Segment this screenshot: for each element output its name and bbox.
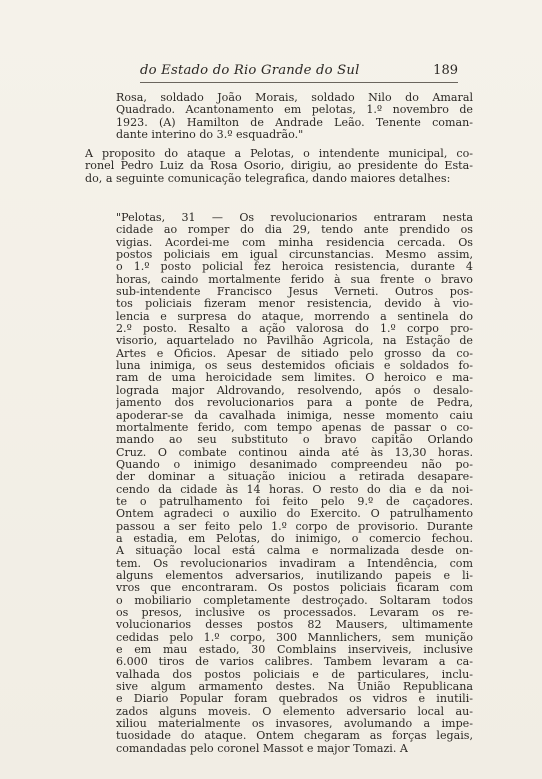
text-line: e Diario Popular foram quebrados os vidros e inutili- [116,693,473,706]
text-line: do, a seguinte comunicação telegrafica, dando maiores detalhes: [85,172,451,185]
text-line: jamento dos revolucionarios para a ponte de Pedra, [116,397,473,410]
paragraph-telegram [116,212,473,755]
text-line: sub-intendente Francisco Jesus Verneti. Outros pos- [116,286,473,299]
text-line: A proposito do ataque a Pelotas, o intendente municipal, co- [85,148,473,160]
text-line: xiliou materialmente os invasores, avolumando a impe- [116,718,473,731]
text-line: tuosidade do ataque. Ontem chegaram as forças legais, [116,730,473,743]
text-line: lograda major Aldrovando, resolvendo, após o desalo- [116,384,473,397]
text-line: e em mau estado, 30 Comblains inserviveis, inclusive [116,644,473,657]
text-line: comandadas pelo coronel Massot e major Tomazi. A [116,742,408,755]
text-line: visorio, aquartelado no Pavilhão Agricola, na Estação de [116,335,473,348]
text-line: cendo da cidade às 14 horas. O resto do dia e da noi- [116,483,473,496]
text-line: alguns elementos adversarios, inutilizando papeis e li- [116,569,473,582]
text-line: 2.º posto. Resalto a ação valorosa do 1.º corpo pro- [116,323,473,336]
text-line: Quando o inimigo desanimado compreendeu não po- [116,458,473,471]
text-line: cedidas pelo 1.º corpo, 300 Mannlichers, sem munição [116,631,473,644]
text-line: vigias. Acordei-me com minha residencia cercada. Os [116,236,473,249]
page-number: 189 [433,63,458,78]
text-line: der dominar a situação iniciou a retirada desapare- [116,471,473,484]
text-line: sive algum armamento destes. Na União Republicana [116,681,473,694]
text-line: postos policiais em igual circunstancias. Mesmo assim, [116,249,473,262]
text-line: "Pelotas, 31 — Os revolucionarios entraram nesta [116,212,473,224]
text-line: volucionarios desses postos 82 Mausers, ultimamente [116,619,473,632]
text-line: horas, caindo mortalmente ferido à sua frente o bravo [116,273,473,286]
text-line: Cruz. O combate continou ainda até às 13,30 horas. [116,446,473,459]
text-line: o mobiliario completamente destroçado. Soltaram todos [116,594,473,607]
running-title: do Estado do Rio Grande do Sul [140,63,360,78]
running-head [140,63,458,78]
text-line: Ontem agradeci o auxilio do Exercito. O patrulhamento [116,508,473,521]
text-line: o 1.º posto policial fez heroica resistencia, durante 4 [116,261,473,274]
text-line: tos policiais fizeram menor resistencia, devido à vio- [116,298,473,311]
text-line: luna inimiga, os seus destemidos oficiais e soldados fo- [116,360,473,373]
text-line: passou a ser feito pelo 1.º corpo de provisorio. Durante [116,520,473,533]
paragraph-intro [85,148,473,185]
text-line: Quadrado. Acantonamento em pelotas, 1.º novembro de [116,104,473,117]
text-line: valhada dos postos policiais e de particulares, inclu- [116,668,473,681]
text-line: ronel Pedro Luiz da Rosa Osorio, dirigiu, ao presidente do Esta- [85,160,473,173]
text-line: zados alguns moveis. O elemento adversario local au- [116,705,473,718]
text-line: cidade ao romper do dia 29, tendo ante prendido os [116,224,473,237]
text-line: Rosa, soldado João Morais, soldado Nilo do Amaral [116,92,473,104]
text-line: te o patrulhamento foi feito pelo 9.º de caçadores. [116,495,473,508]
text-line: Artes e Oficios. Apesar de sitiado pelo grosso da co- [116,347,473,360]
text-line: os presos, inclusive os processados. Levaram os re- [116,607,473,619]
text-line: vros que encontraram. Os postos policiais ficaram com [116,582,473,595]
text-line: a estadia, em Pelotas, do inimigo, o comercio fechou. [116,532,473,545]
text-line: mando ao seu substituto o bravo capitão Orlando [116,434,473,447]
header-rule [140,82,458,83]
text-line: ram de uma heroicidade sem limites. O heroico e ma- [116,372,473,385]
text-line: apoderar-se da cavalhada inimiga, nesse momento caiu [116,409,473,422]
text-line: 1923. (A) Hamilton de Andrade Leão. Tenente coman- [116,116,473,129]
text-line: A situação local está calma e normalizada desde on- [116,545,473,558]
text-line: lencia e surpresa do ataque, morrendo a sentinela do [116,310,473,323]
paragraph-signature [116,92,473,141]
text-line: dante interino do 3.º esquadrão." [116,129,304,142]
text-line: 6.000 tiros de varios calibres. Tambem levaram a ca- [116,656,473,669]
text-line: mortalmente ferido, com tempo apenas de passar o co- [116,421,473,434]
text-line: tem. Os revolucionarios invadiram a Intendência, com [116,557,473,570]
